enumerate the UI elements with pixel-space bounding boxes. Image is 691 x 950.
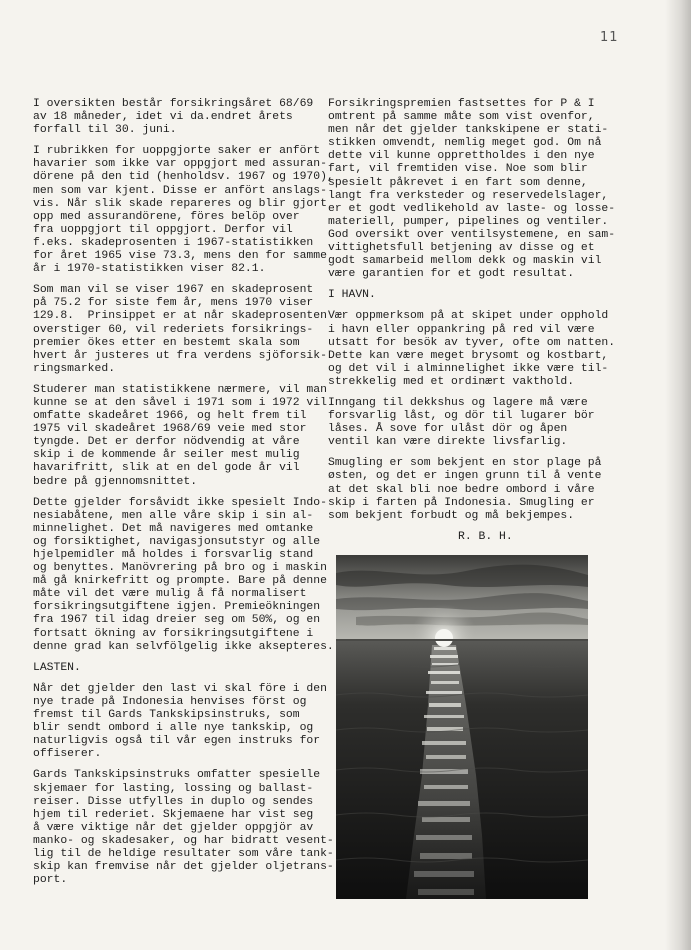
author-initials: R. B. H.	[458, 530, 513, 543]
text-line: forsikringsutgiftene igjen. Premieökningen	[33, 601, 321, 614]
text-line: utsatt for besök av tyver, ofte om natten.	[328, 336, 616, 349]
text-line: I oversikten består forsikringsåret 68/69	[33, 98, 314, 110]
text-line: fremst til Gards Tankskipsinstruks, som	[33, 709, 300, 722]
text-line: omfatte skadeåret 1966, og helt frem til	[33, 410, 307, 423]
text-line: Studerer man statistikkene nærmere, vil man	[33, 383, 327, 396]
text-line: hjem til rederiet. Skjemaene har vist seg	[33, 808, 314, 821]
section-heading: I HAVN.	[328, 289, 376, 302]
text-line: og forsiktighet, navigasjonsutstyr og alle	[33, 535, 321, 548]
text-paragraph	[33, 384, 325, 489]
text-line: i havn eller oppankring på red vil være	[328, 323, 595, 336]
text-paragraph	[33, 284, 325, 376]
text-line: at det skal bli noe bedre ombord i våre	[328, 483, 595, 496]
text-line: havarifritt, slik at en del gode år vil	[33, 462, 300, 475]
text-line: fra uoppgjort til oppgjort. Derfor vil	[33, 223, 293, 236]
text-line: som bekjent forbudt og må bekjempes.	[328, 509, 575, 522]
text-line: skjemaer for lasting, lossing og ballast-	[33, 782, 314, 795]
text-line: stikken omvendt, nemlig meget god. Om nå	[328, 137, 602, 150]
text-line: men som var kjent. Disse er anfört anslags-	[33, 184, 327, 197]
page-number: 11	[600, 30, 619, 45]
text-line: av 18 måneder, idet vi da.endret årets	[33, 111, 293, 124]
text-line: Når det gjelder den last vi skal före i den	[33, 682, 327, 695]
text-line: godt samarbeid mellom dekk og maskin vil	[328, 255, 602, 268]
text-paragraph	[328, 457, 602, 522]
text-line: være garantien for et godt resultat.	[328, 268, 575, 281]
text-paragraph	[33, 683, 325, 762]
text-paragraph	[33, 496, 334, 654]
text-line: Forsikringspremien fastsettes for P & I	[328, 98, 595, 110]
text-line: God oversikt over ventilsystemene, en sam-	[328, 228, 616, 241]
sunset-over-sea-photo	[336, 555, 588, 899]
text-line: for året 1965 vise 73.3, mens den for samme	[33, 250, 327, 263]
text-line: f.eks. skadeprosenten i 1967-statistikken	[33, 236, 314, 249]
text-line: skip i farten på Indonesia. Smugling er	[328, 496, 595, 509]
text-line: Gards Tankskipsinstruks omfatter spesielle	[33, 769, 321, 782]
right-text-column	[328, 98, 616, 556]
text-paragraph	[328, 397, 596, 449]
text-line: opp med assurandörene, föres belöp over	[33, 210, 300, 223]
text-line: er et godt vedlikehold av laste- og losse-	[328, 202, 616, 215]
text-line: nesiabåtene, men alle våre skip i sin al-	[33, 509, 314, 522]
text-line: port.	[33, 874, 68, 887]
text-line: Smugling er som bekjent en stor plage på	[328, 457, 602, 470]
text-line: manko- og skadesaker, og har bidratt vesent-	[33, 834, 334, 847]
text-line: vittighetsfull betjening av disse og et	[328, 242, 595, 255]
text-line: denne grad kan selvfölgelig ikke aksepteres.	[33, 640, 334, 653]
text-line: fra 1967 til idag dreier seg om 50%, og en	[33, 614, 321, 627]
text-line: 1975 vil skadeåret 1968/69 veie med stor	[33, 423, 307, 436]
text-line: 129.8. Prinsippet er at når skadeprosenten	[33, 310, 327, 323]
text-line: kunne se at den såvel i 1971 som i 1972 vil	[33, 396, 327, 409]
text-line: Dette gjelder forsåvidt ikke spesielt Indo-	[33, 496, 327, 509]
text-line: østen, og det er ingen grunn til å vente	[328, 470, 602, 483]
text-line: ringsmarked.	[33, 362, 116, 375]
text-paragraph	[328, 310, 616, 389]
text-line: dörene på den tid (henholdsv. 1967 og 1970),	[33, 171, 334, 184]
text-line: ventil kan være direkte livsfarlig.	[328, 436, 568, 449]
text-line: må gå knirkefritt og prompte. Bare på denne	[33, 575, 327, 588]
page-edge-shadow	[665, 0, 691, 950]
text-line: hjelpemidler må holdes i forsvarlig stand	[33, 549, 314, 561]
text-line: Vær oppmerksom på at skipet under opphold	[328, 310, 609, 323]
text-line: forfall til 30. juni.	[33, 124, 177, 137]
text-line: I rubrikken for uoppgjorte saker er anfört	[33, 145, 321, 158]
text-line: langt fra verksteder og reservedelslager,	[328, 189, 609, 202]
text-line: låses. Å sove for ulåst dör og åpen	[328, 423, 568, 436]
text-line: tyngde. Det er derfor nödvendig at våre	[33, 436, 300, 449]
text-line: skip kan fremvise når det gjelder oljetrans-	[33, 861, 334, 874]
text-line: å være viktige når det gjelder oppgjör av	[33, 821, 314, 834]
text-paragraph	[33, 145, 334, 276]
text-line: strekkelig med et ordinært vakthold.	[328, 375, 575, 388]
text-paragraph	[33, 769, 334, 887]
text-line: vis. Når slik skade repareres og blir gjort	[33, 197, 327, 210]
text-line: havarier som ikke var oppgjort med assuran-	[33, 158, 327, 171]
text-line: dette vil kunne opprettholdes i den nye	[328, 150, 595, 163]
text-line: og benyttes. Manövrering på bro og i maskin	[33, 562, 327, 575]
text-line: Dette kan være meget brysomt og kostbart,	[328, 349, 609, 362]
text-line: år i 1970-statistikken viser 82.1.	[33, 263, 266, 276]
text-line: måte vil det være mulig å få normalisert	[33, 588, 307, 601]
section-heading: LASTEN.	[33, 661, 81, 674]
text-line: fortsatt ökning av forsikringsutgiftene i	[33, 627, 314, 640]
text-line: lig til de heldige resultater som våre tank-	[33, 847, 334, 860]
text-line: men når det gjelder tankskipene er stati-	[328, 124, 609, 137]
text-line: blir sendt ombord i alle nye tankskip, og	[33, 722, 314, 735]
sunset-photo-graphic	[336, 555, 588, 899]
text-line: skip i de kommende år seiler mest mulig	[33, 449, 300, 462]
text-paragraph	[33, 98, 325, 137]
text-line: naturligvis også til vår egen instruks for	[33, 735, 321, 748]
text-line: omtrent på samme måte som vist ovenfor,	[328, 111, 595, 124]
text-line: premier ökes etter en bestemt skala som	[33, 336, 300, 349]
text-line: på 75.2 for siste fem år, mens 1970 viser	[33, 297, 314, 310]
text-line: overstiger 60, vil rederiets forsikrings-	[33, 323, 314, 336]
text-line: forsvarlig låst, og dör til lugarer bör	[328, 410, 595, 423]
left-text-column	[33, 98, 334, 895]
text-line: hvert år justeres ut fra verdens sjöforsik-	[33, 349, 327, 362]
text-line: Som man vil se viser 1967 en skadeprosent	[33, 284, 314, 297]
text-line: nye trade på Indonesia henvises först og	[33, 695, 307, 708]
text-line: materiell, pumper, pipelines og ventiler.	[328, 215, 609, 228]
text-line: offiserer.	[33, 748, 102, 761]
text-line: Inngang til dekkshus og lagere må være	[328, 396, 588, 409]
text-line: og det vil i alminnelighet ikke være til-	[328, 362, 609, 375]
text-line: spesielt påkrevet i en fart som denne,	[328, 176, 588, 189]
text-line: minnelighet. Det må navigeres med omtanke	[33, 522, 314, 535]
text-paragraph	[328, 98, 616, 281]
text-line: bedre på gjennomsnittet.	[33, 475, 198, 488]
text-line: fart, vil fremtiden vise. Noe som blir	[328, 163, 588, 176]
text-line: reiser. Disse utfylles in duplo og sendes	[33, 795, 314, 808]
